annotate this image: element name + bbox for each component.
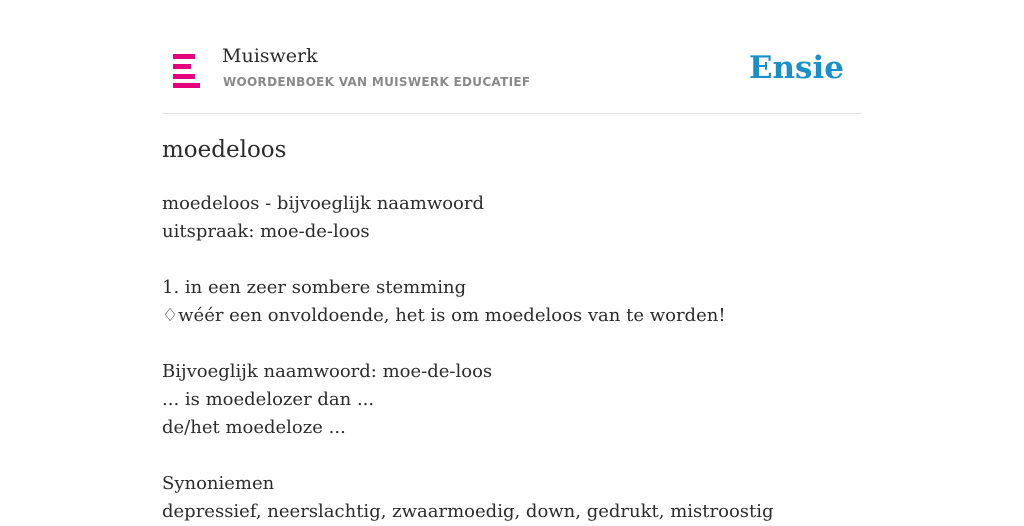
ensie-logo-link[interactable]: Ensie xyxy=(748,50,844,86)
brand-subtitle: WOORDENBOEK VAN MUISWERK EDUCATIEF xyxy=(223,75,531,89)
example-1-line: ♢wéér een onvoldoende, het is om moedeloos van te worden! xyxy=(162,305,726,326)
page xyxy=(162,0,862,522)
sense-1-line: 1. in een zeer sombere stemming xyxy=(162,277,467,298)
inflection-attributive: de/het moedeloze ... xyxy=(162,417,346,438)
synonyms-list: depressief, neerslachtig, zwaarmoedig, down, gedrukt, mistroostig xyxy=(162,501,774,522)
brand-title[interactable]: Muiswerk xyxy=(222,45,318,67)
definition-line: moedeloos - bijvoeglijk naamwoord xyxy=(162,193,485,214)
inflection-heading: Bijvoeglijk naamwoord: moe-de-loos xyxy=(162,361,493,382)
pronunciation-line: uitspraak: moe-de-loos xyxy=(162,221,370,242)
inflection-comparative: ... is moedelozer dan ... xyxy=(162,389,375,410)
spacer xyxy=(162,442,862,470)
spacer xyxy=(162,246,862,274)
site-header xyxy=(162,0,862,114)
page-title: moedeloos xyxy=(162,137,287,163)
entry-body xyxy=(162,190,862,526)
muiswerk-logo-icon[interactable] xyxy=(173,54,200,88)
synonyms-heading: Synoniemen xyxy=(162,473,275,494)
spacer xyxy=(162,330,862,358)
